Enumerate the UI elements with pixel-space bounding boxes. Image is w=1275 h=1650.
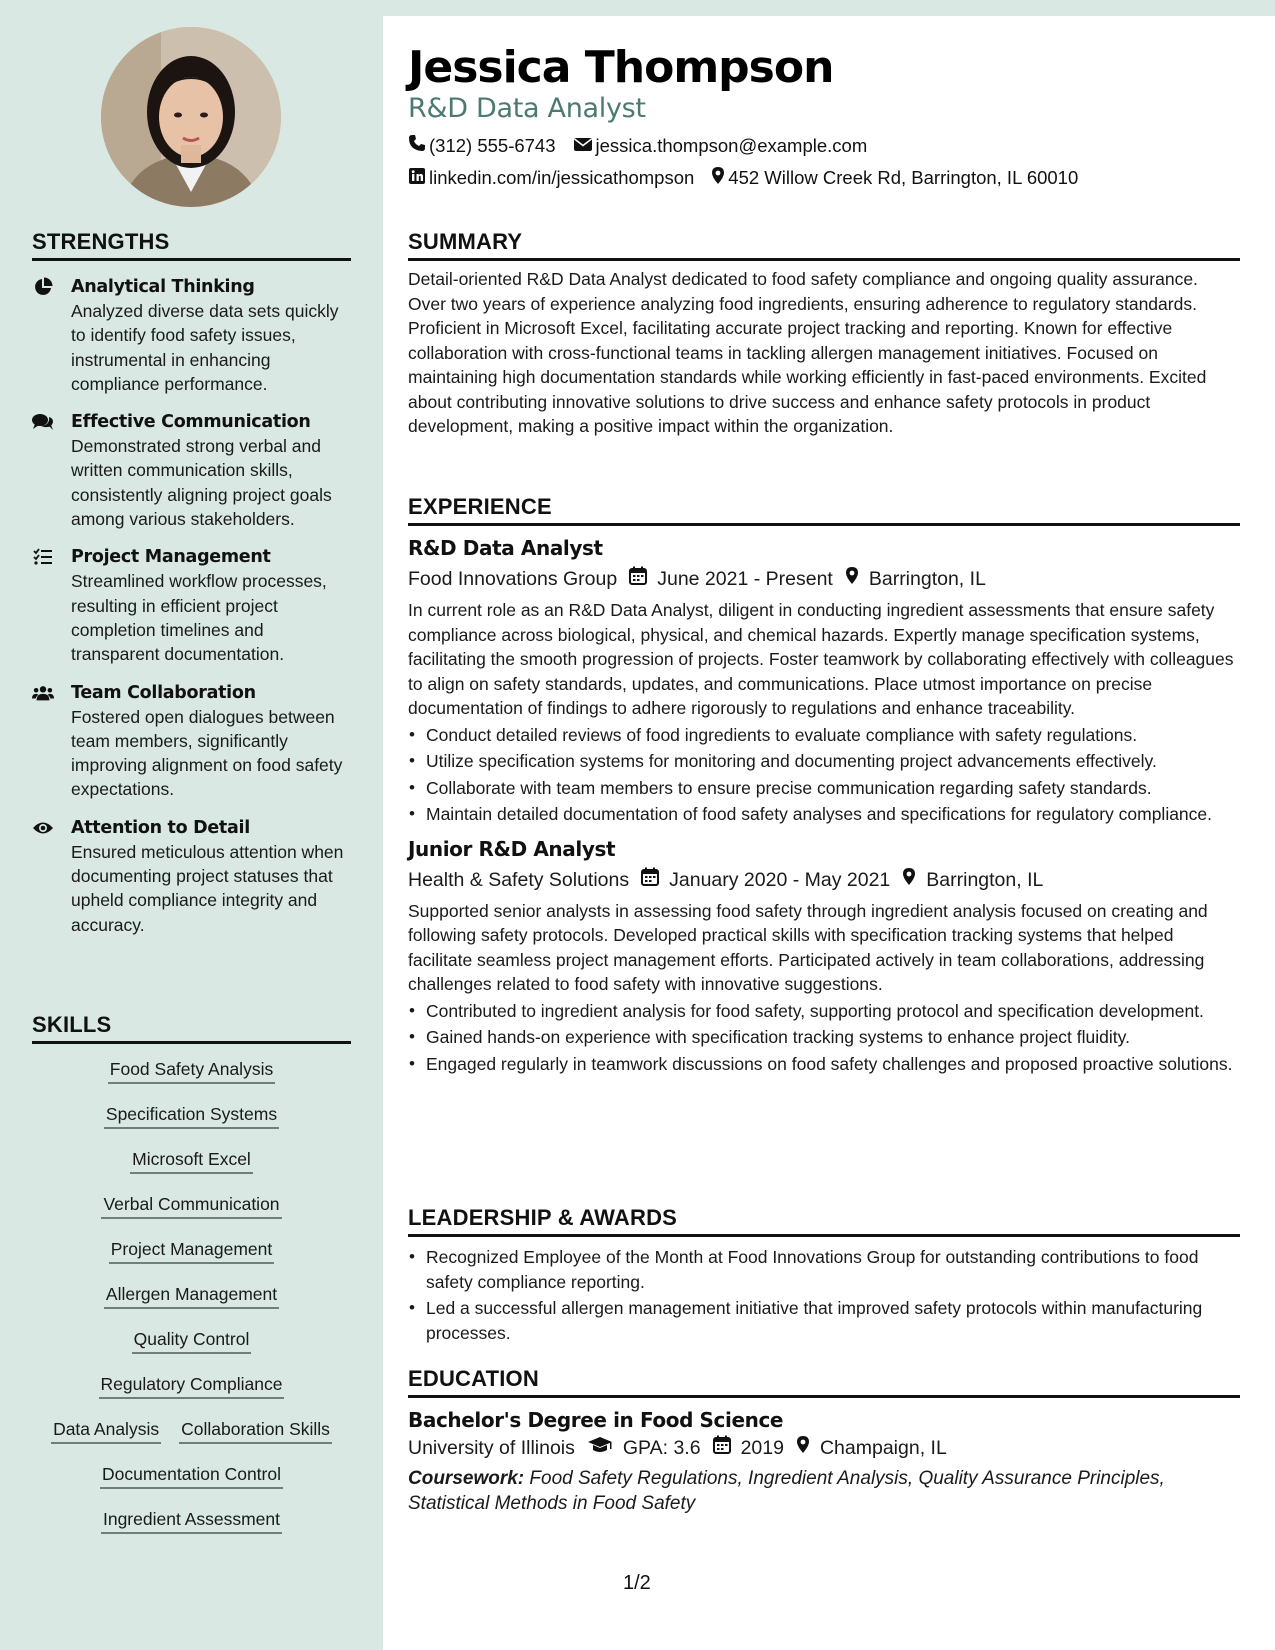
- strength-title: Project Management: [71, 547, 271, 568]
- job-bullet: • Collaborate with team members to ensure precise communication regarding safety standards.: [408, 776, 1240, 801]
- skill-tag: Documentation Control: [100, 1463, 283, 1489]
- phone-contact: [408, 134, 556, 157]
- year-item: [713, 1435, 784, 1461]
- job-title: R&D Data Analyst: [408, 536, 603, 560]
- linkedin-icon: [408, 167, 429, 190]
- skill-tag: Specification Systems: [104, 1103, 279, 1129]
- job-bullet: • Maintain detailed documentation of food safety analyses and specifications for regulatory compliance.: [408, 802, 1240, 827]
- job-dates-item: [629, 566, 833, 592]
- job-bullet: • Engaged regularly in teamwork discussions on food safety challenges and proposed proactive solutions.: [408, 1052, 1240, 1077]
- skill-tag: Ingredient Assessment: [101, 1508, 282, 1534]
- job-entry: [408, 535, 1240, 827]
- gpa-item: [587, 1435, 701, 1461]
- strength-item: [32, 545, 351, 666]
- skills-section: [32, 1012, 351, 1553]
- eye-icon: [32, 818, 54, 838]
- address-text: 452 Willow Creek Rd, Barrington, IL 60010: [728, 167, 1079, 188]
- skills-title: SKILLS: [32, 1012, 351, 1044]
- job-location: Barrington, IL: [926, 868, 1044, 891]
- map-pin-icon: [796, 1435, 820, 1461]
- job-title: Junior R&D Analyst: [408, 836, 616, 861]
- strength-desc: Streamlined workflow processes, resulting in efficient project completion timelines and transparent documentation.: [71, 571, 327, 665]
- job-meta: [408, 566, 1240, 592]
- map-pin-icon: [845, 566, 869, 592]
- job-dates: January 2020 - May 2021: [669, 868, 891, 891]
- contact-row-2: [408, 166, 1095, 190]
- graduation-cap-icon: [587, 1435, 623, 1461]
- contact-row-1: [408, 134, 884, 157]
- coursework-label: Coursework:: [408, 1468, 525, 1489]
- job-description: Supported senior analysts in assessing food safety through ingredient analysis focused on creating and following safety protocols. Developed practical skills with specification tracking systems that helped facilitate seamless project management efforts. Participated actively in team collaborations, addressing challenges related to food safety with innovative suggestions.: [408, 900, 1208, 994]
- education-title: EDUCATION: [408, 1366, 1240, 1398]
- page-number: 1/2: [623, 1572, 651, 1594]
- strength-item: [32, 681, 351, 802]
- users-icon: [32, 683, 54, 703]
- skills-list: [32, 1058, 351, 1553]
- skill-tag: Project Management: [109, 1238, 274, 1264]
- strength-title: Effective Communication: [71, 412, 311, 433]
- strength-desc: Demonstrated strong verbal and written communication skills, consistently aligning project goals among various stakeholders.: [71, 436, 332, 530]
- job-bullet: • Contributed to ingredient analysis for food safety, supporting protocol and specification development.: [408, 999, 1240, 1024]
- phone-icon: [408, 134, 429, 157]
- strength-desc: Analyzed diverse data sets quickly to identify food safety issues, instrumental in enhancing compliance performance.: [71, 301, 339, 394]
- experience-title: EXPERIENCE: [408, 494, 1240, 526]
- comments-icon: [32, 412, 54, 432]
- graduation-year: 2019: [740, 1437, 784, 1459]
- job-dates: June 2021 - Present: [657, 568, 833, 590]
- job-location-item: [902, 867, 1043, 893]
- phone-text: (312) 555-6743: [429, 134, 556, 156]
- summary-title: SUMMARY: [408, 229, 1240, 261]
- job-bullet: • Conduct detailed reviews of food ingredients to evaluate compliance with safety regulations.: [408, 723, 1240, 748]
- leadership-bullet: • Recognized Employee of the Month at Food Innovations Group for outstanding contributions to food safety compliance reporting.: [408, 1245, 1240, 1294]
- skill-tag: Verbal Communication: [101, 1193, 281, 1219]
- school-name: University of Illinois: [408, 1437, 575, 1459]
- education-location: Champaign, IL: [819, 1437, 947, 1459]
- degree-title: Bachelor's Degree in Food Science: [408, 1408, 784, 1432]
- strength-title: Attention to Detail: [71, 817, 250, 838]
- linkedin-contact[interactable]: [408, 167, 694, 190]
- strength-item: [32, 816, 351, 937]
- gpa-text: GPA: 3.6: [622, 1437, 701, 1459]
- map-pin-icon: [711, 166, 728, 190]
- strengths-section: [32, 229, 351, 937]
- skill-tag: Microsoft Excel: [130, 1148, 253, 1174]
- chart-pie-icon: [32, 277, 54, 297]
- calendar-icon: [641, 867, 669, 893]
- strengths-title: STRENGTHS: [32, 229, 351, 261]
- strength-item: [32, 275, 351, 396]
- calendar-icon: [713, 1435, 741, 1461]
- skill-tag: Data Analysis: [51, 1418, 161, 1444]
- coursework: [408, 1467, 1240, 1516]
- task-list-icon: [32, 547, 54, 567]
- summary-text: Detail-oriented R&D Data Analyst dedicated to food safety compliance and ongoing quality assurance. Over two years of experience analyzing food ingredients, ensuring adherence to regulatory standards. Proficient in Microsoft Excel, facilitating accurate project tracking and reporting. Known for effective collaboration with cross-functional teams in tackling allergen management initiatives. Focused on maintaining high documentation standards while working efficiently in fast-paced environments. Excited about contributing innovative solutions to drive success and enhance safety protocols in product development, making a positive impact within the organization.: [408, 269, 1207, 436]
- job-company: Health & Safety Solutions: [408, 868, 630, 891]
- job-location: Barrington, IL: [868, 568, 986, 590]
- candidate-role: R&D Data Analyst: [408, 93, 646, 124]
- calendar-icon: [629, 566, 657, 592]
- job-company: Food Innovations Group: [408, 568, 618, 590]
- job-bullets: [408, 723, 1240, 827]
- skill-tag: Quality Control: [132, 1328, 252, 1354]
- job-bullet: • Utilize specification systems for monitoring and documenting project advancements effectively.: [408, 749, 1240, 774]
- job-meta: [408, 867, 1240, 893]
- strength-title: Team Collaboration: [71, 682, 256, 703]
- summary-section: [408, 229, 1240, 439]
- sidebar: [0, 0, 383, 1650]
- leadership-section: [408, 1205, 1240, 1347]
- address-contact: [711, 166, 1078, 190]
- job-description: In current role as an R&D Data Analyst, diligent in conducting ingredient assessments that ensure safety compliance across biological, physical, and chemical hazards. Expertly manage specification systems, facilitating the smooth progression of projects. Foster teamwork by collaborating effectively with colleagues to align on safety standards, updates, and communications. Place utmost importance on precise documentation of findings to adhere rigorously to regulations and enhance traceability.: [408, 600, 1234, 718]
- job-dates-item: [641, 867, 890, 893]
- map-pin-icon: [902, 867, 926, 893]
- leadership-bullet: • Led a successful allergen management initiative that improved safety protocols within manufacturing processes.: [408, 1296, 1240, 1345]
- coursework-text: Food Safety Regulations, Ingredient Analysis, Quality Assurance Principles, Statistical Methods in Food Safety: [408, 1468, 1165, 1514]
- education-meta: [408, 1435, 1240, 1461]
- strength-item: [32, 410, 351, 531]
- candidate-name: Jessica Thompson: [408, 42, 834, 93]
- linkedin-text[interactable]: linkedin.com/in/jessicathompson: [429, 167, 695, 188]
- job-location-item: [845, 566, 986, 592]
- job-bullet: • Gained hands-on experience with specification tracking systems to enhance project fluidity.: [408, 1025, 1240, 1050]
- job-bullets: [408, 999, 1240, 1077]
- strength-desc: Fostered open dialogues between team members, significantly improving alignment on food safety expectations.: [71, 706, 343, 800]
- envelope-icon: [573, 135, 596, 157]
- job-entry: [408, 836, 1240, 1077]
- education-section: [408, 1366, 1240, 1516]
- strength-desc: Ensured meticulous attention when documenting project statuses that upheld compliance integrity and accuracy.: [71, 841, 344, 935]
- strength-title: Analytical Thinking: [71, 277, 255, 297]
- skill-tag: Allergen Management: [104, 1283, 279, 1309]
- email-contact[interactable]: [573, 135, 868, 157]
- experience-section: [408, 494, 1240, 1078]
- education-location-item: [796, 1435, 947, 1461]
- skill-tag: Collaboration Skills: [179, 1418, 332, 1444]
- avatar: [101, 27, 281, 207]
- email-text[interactable]: jessica.thompson@example.com: [595, 134, 868, 156]
- leadership-bullets: [408, 1245, 1240, 1345]
- skill-tag: Regulatory Compliance: [99, 1373, 285, 1399]
- leadership-title: LEADERSHIP & AWARDS: [408, 1205, 1240, 1237]
- skill-tag: Food Safety Analysis: [108, 1058, 275, 1084]
